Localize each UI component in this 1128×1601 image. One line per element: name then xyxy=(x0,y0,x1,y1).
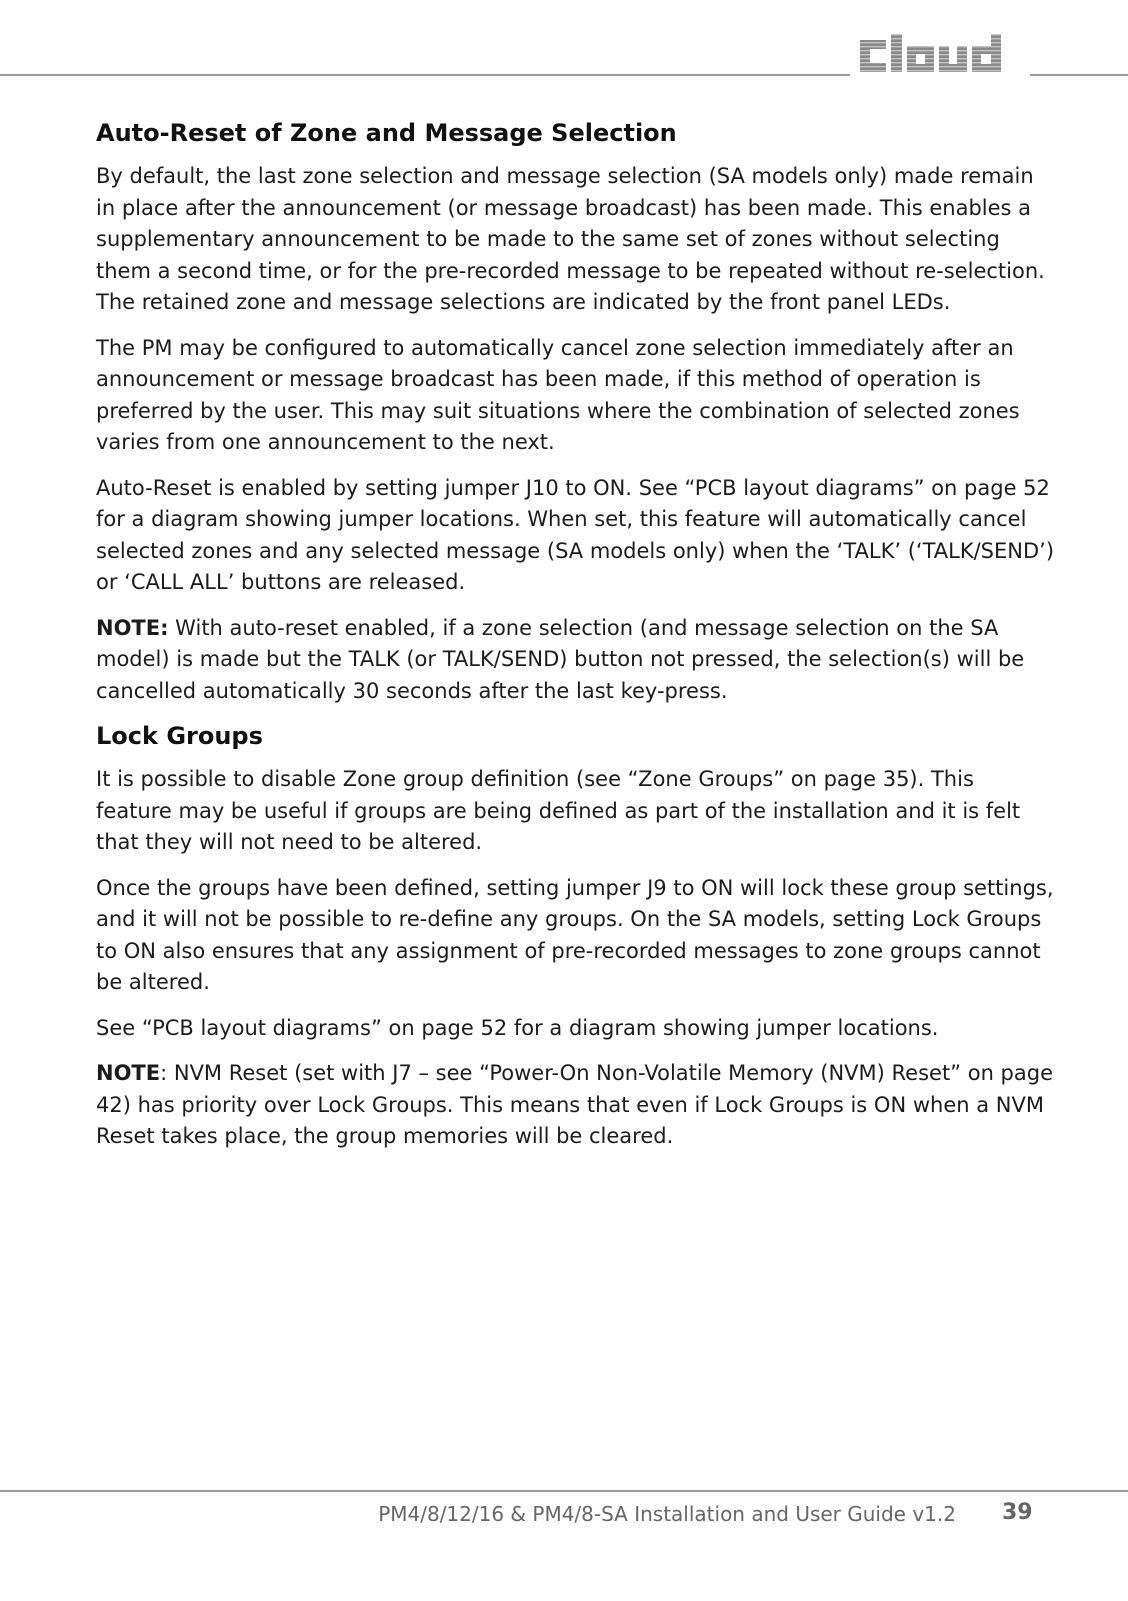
section-heading-lock-groups: Lock Groups xyxy=(96,722,263,751)
paragraph: The PM may be configured to automatically cancel zone selection immediately after an announcement or message broadcast has been made, if this method of operation is preferred by the user. This may suit situations where the combination of selected zones varies from one announcement to the next. xyxy=(96,335,1020,455)
section-heading-auto-reset: Auto-Reset of Zone and Message Selection xyxy=(96,119,677,147)
note-text: : NVM Reset (set with J7 – see “Power-On Non-Volatile Memory (NVM) Reset” on page 42) has priority over Lock Groups. This means that even if Lock Groups is ON when a NVM Reset takes place, the group memories will be cleared. xyxy=(96,1061,1054,1149)
paragraph: It is possible to disable Zone group definition (see “Zone Groups” on page 35). This feature may be useful if groups are being defined as part of the installation and it is felt that they will not need to be altered. xyxy=(96,767,1021,855)
note-label: NOTE xyxy=(96,1061,161,1086)
note-paragraph xyxy=(96,613,1056,708)
cloud-logo xyxy=(858,30,1018,82)
page-content xyxy=(96,118,1056,1167)
header-rule-left xyxy=(0,74,850,76)
note-paragraph xyxy=(96,1058,1056,1153)
paragraph: Once the groups have been defined, setting jumper J9 to ON will lock these group settings, and it will not be possible to re-define any groups. On the SA models, setting Lock Groups to ON also ensures that any assignment of pre-recorded messages to zone groups cannot be altered. xyxy=(96,875,1054,995)
paragraph: By default, the last zone selection and message selection (SA models only) made remain in place after the announcement (or message broadcast) has been made. This enables a supplementary announcement to be made to the same set of zones without selecting them a second time, or for the pre-recorded message to be repeated without re-selection. The retained zone and message selections are indicated by the front panel LEDs. xyxy=(96,164,1045,315)
page-number: 39 xyxy=(1002,1500,1033,1525)
header-rule-right xyxy=(1030,74,1128,76)
note-label: NOTE: xyxy=(96,615,169,640)
footer-guide-title: PM4/8/12/16 & PM4/8-SA Installation and User Guide v1.2 xyxy=(378,1502,956,1526)
footer-rule xyxy=(0,1490,1128,1492)
note-text: With auto-reset enabled, if a zone selection (and message selection on the SA model) is made but the TALK (or TALK/SEND) button not pressed, the selection(s) will be cancelled automatically 30 seconds after the last key-press. xyxy=(96,615,1025,703)
paragraph: See “PCB layout diagrams” on page 52 for a diagram showing jumper locations. xyxy=(96,1015,939,1040)
paragraph: Auto-Reset is enabled by setting jumper J10 to ON. See “PCB layout diagrams” on page 52 for a diagram showing jumper locations. When set, this feature will automatically cancel selected zones and any selected message (SA models only) when the ‘TALK’ (‘TALK/SEND’) or ‘CALL ALL’ buttons are released. xyxy=(96,475,1055,595)
